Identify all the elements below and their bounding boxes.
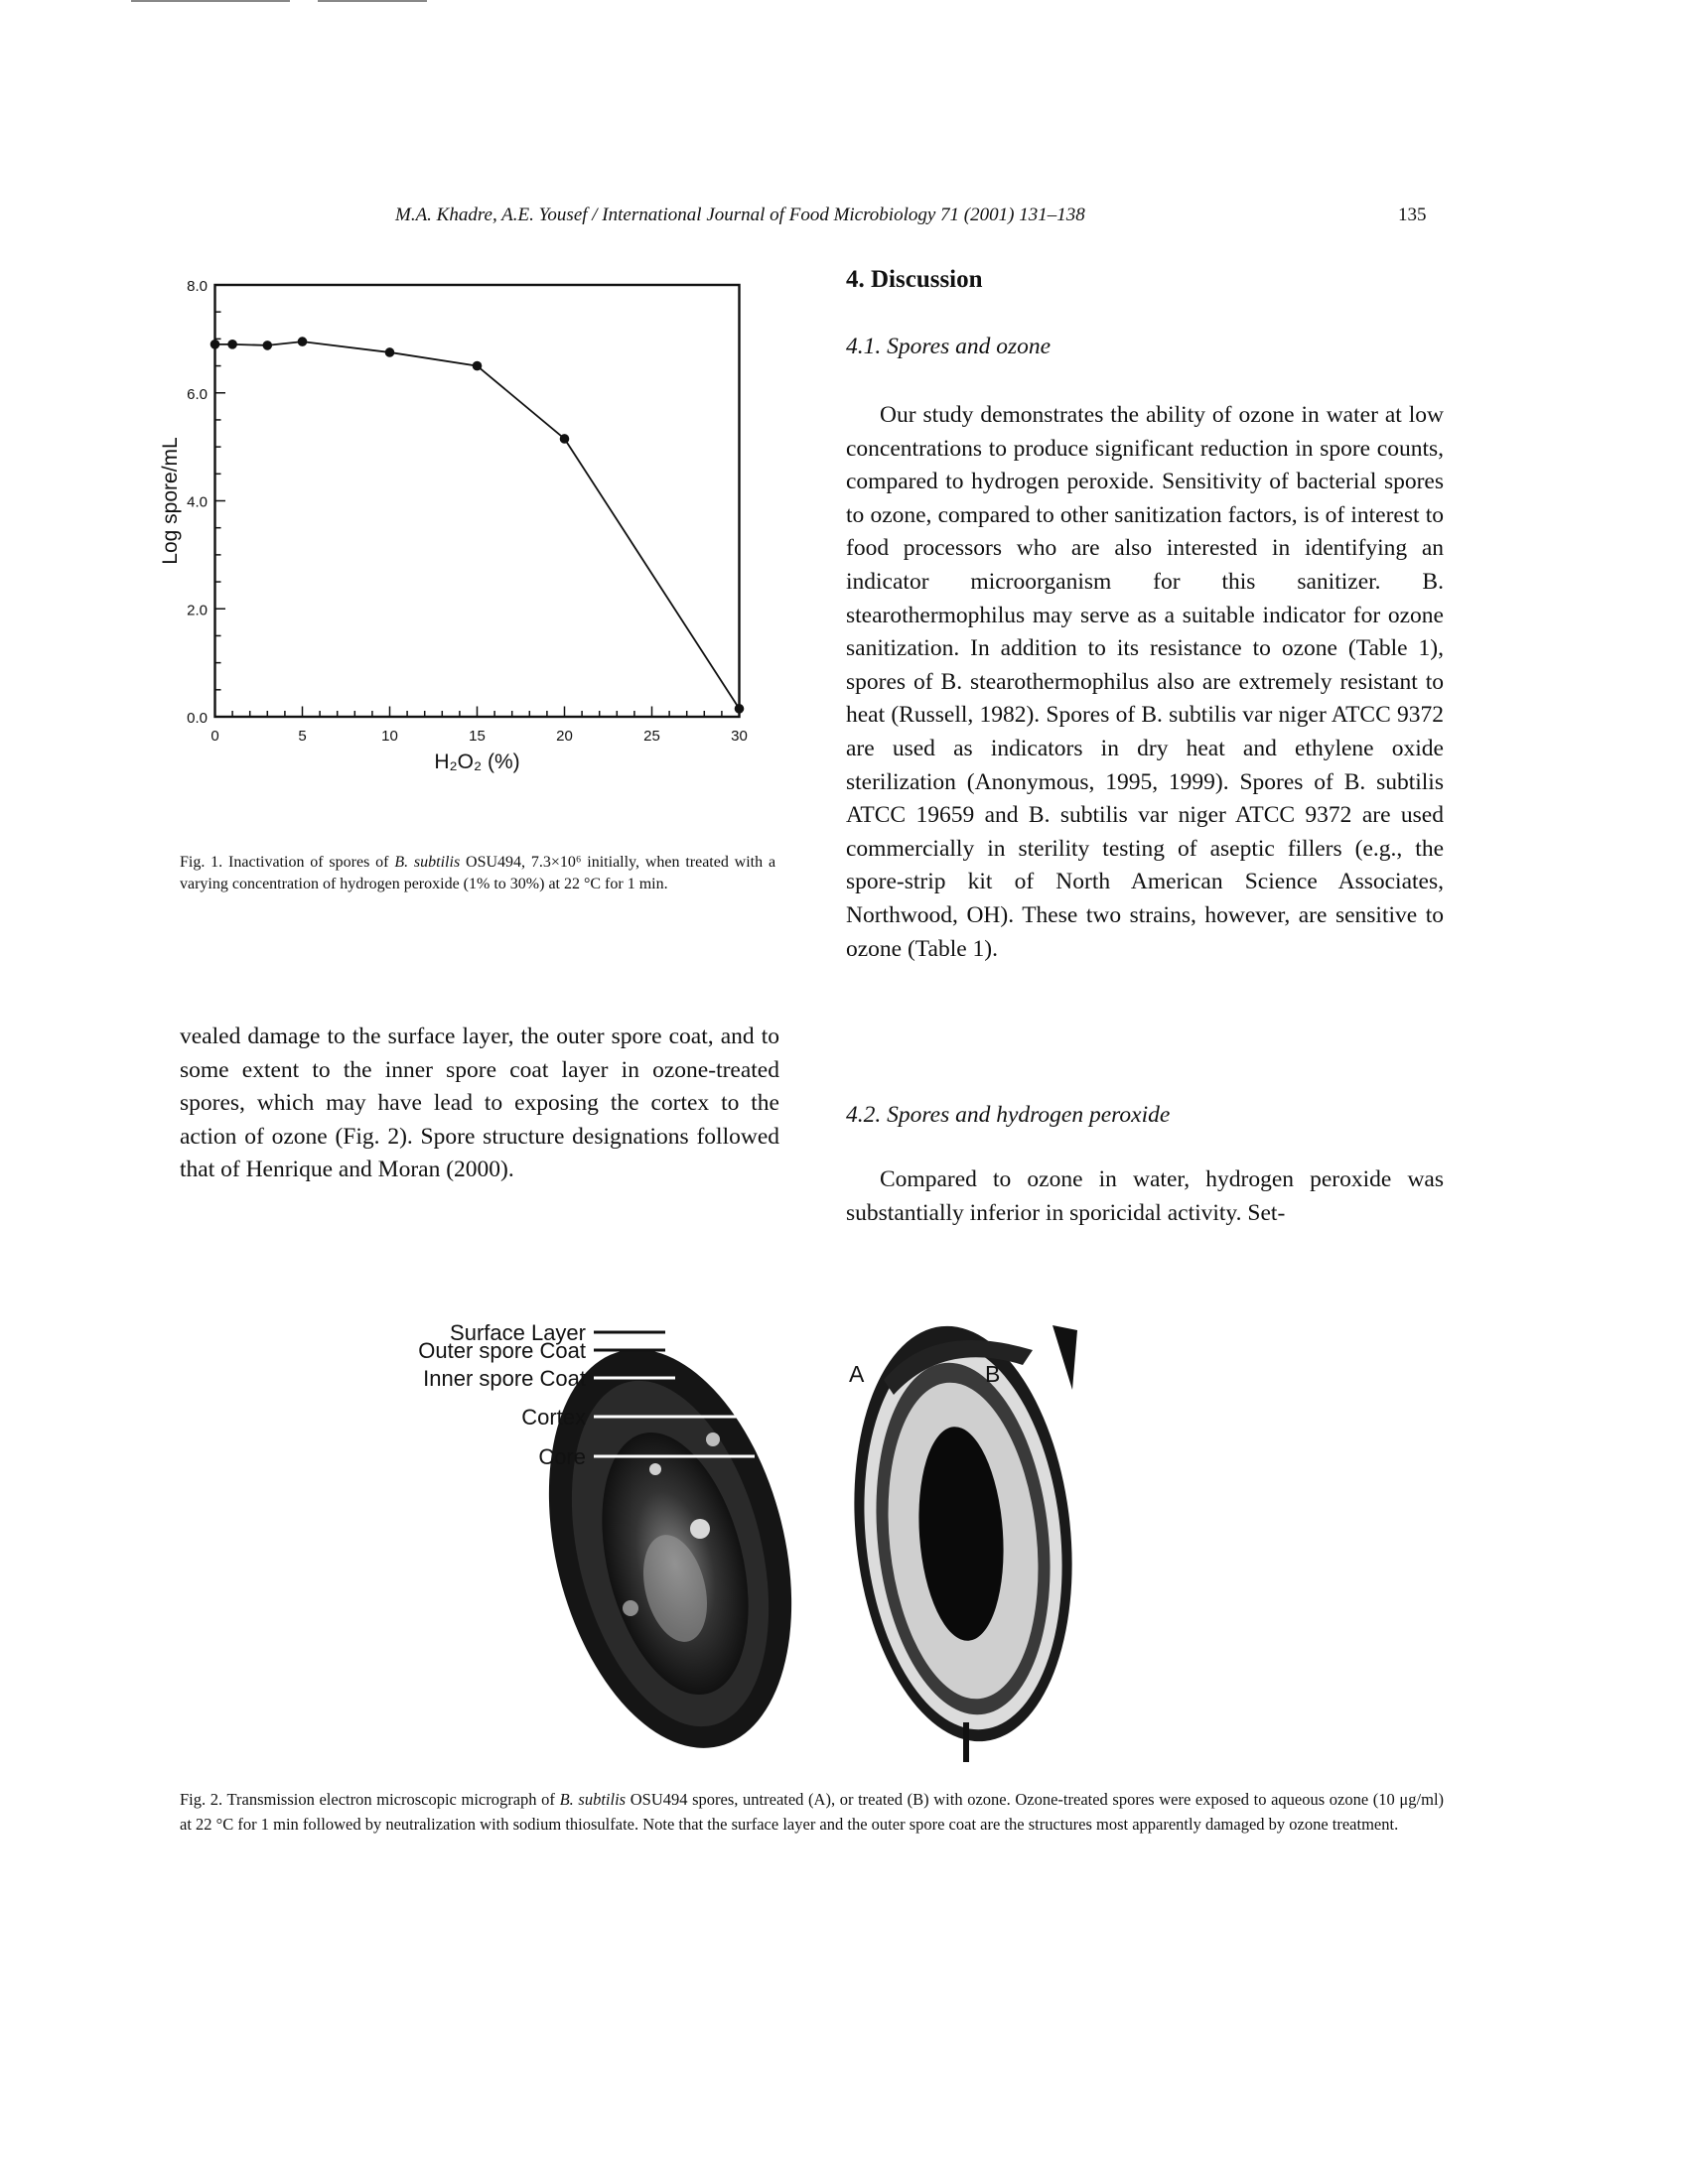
top-rule-left: [131, 0, 290, 2]
data-point: [298, 337, 308, 346]
x-axis-label: H₂O₂ (%): [434, 751, 520, 773]
structure-label: Cortex: [521, 1405, 586, 1430]
figure-2-label: Fig. 2.: [180, 1790, 223, 1809]
figure-2-caption-text-2: OSU494 spores, untreated (A), or treated (B) with ozone. Ozone-treated spores were exposed to aqueous ozone (10 μg/ml) at 22 °C for 1 min followed by neutralization with sodium thiosulfate. Note that the surface layer and the outer spore coat are the structures most apparently damaged by ozone treatment.: [180, 1790, 1445, 1834]
structure-label: Outer spore Coat: [418, 1338, 586, 1363]
x-tick-label: 25: [643, 728, 660, 745]
x-tick-label: 30: [731, 728, 748, 745]
right-paragraph-1: Our study demonstrates the ability of ozone in water at low concentrations to produce significant reduction in spore counts, compared to hydrogen peroxide. Sensitivity of bacterial spores to ozone, compared to other sanitization factors, is of interest to food processors who are also interested in identifying an indicator microorganism for this sanitizer. B. stearothermophilus may serve as a suitable indicator for ozone sanitization. In addition to its resistance to ozone (Table 1), spores of B. stearothermophilus also are extremely resistant to heat (Russell, 1982). Spores of B. subtilis var niger ATCC 9372 are used as indicators in dry heat and ethylene oxide sterilization (Anonymous, 1995, 1999). Spores of B. subtilis ATCC 19659 and B. subtilis var niger ATCC 9372 are used commercially in sterility testing of aseptic fillers (e.g., the spore-strip kit of North American Science Associates, Northwood, OH). These two strains, however, are sensitive to ozone (Table 1).: [846, 402, 1444, 962]
right-column-text-1: [846, 399, 1444, 966]
data-point: [385, 347, 395, 357]
figure-1-caption-species: B. subtilis: [394, 854, 461, 871]
top-rule-right: [318, 0, 427, 2]
panel-a-label: A: [849, 1361, 865, 1387]
section-heading: 4. Discussion: [846, 266, 983, 293]
y-tick-label: 4.0: [187, 493, 208, 511]
x-tick-label: 5: [298, 728, 307, 745]
x-tick-label: 20: [556, 728, 573, 745]
plot-frame: [215, 285, 740, 717]
y-tick-label: 0.0: [187, 710, 208, 727]
structure-label: Core: [538, 1444, 586, 1469]
figure-2-micrograph: [377, 1320, 1271, 1767]
data-point: [210, 340, 220, 349]
y-tick-label: 6.0: [187, 385, 208, 403]
figure-2-caption-species: B. subtilis: [559, 1790, 627, 1809]
data-point: [735, 704, 745, 714]
spore-a-image: [510, 1323, 830, 1773]
panel-b-label: B: [985, 1361, 1001, 1387]
page-number: 135: [1398, 205, 1427, 225]
figure-1-caption: [180, 852, 775, 895]
x-tick-label: 15: [469, 728, 486, 745]
figure-1-caption-text-1: Inactivation of spores of: [228, 854, 389, 871]
y-tick-label: 2.0: [187, 602, 208, 619]
x-tick-label: 0: [210, 728, 219, 745]
journal-citation: M.A. Khadre, A.E. Yousef / International Journal of Food Microbiology 71 (2001) 131–138: [395, 205, 1085, 225]
structure-label: Inner spore Coat: [423, 1366, 586, 1391]
data-point: [473, 361, 483, 371]
data-point: [263, 341, 273, 350]
figure-1-caption-text-2: OSU494, 7.3×10⁶ initially, when treated with a varying concentration of hydrogen peroxide (1% to 30%) at 22 °C for 1 min.: [180, 854, 776, 892]
figure-2-caption-text-1: Transmission electron microscopic micrograph of: [226, 1790, 555, 1809]
left-column-text: [180, 1021, 779, 1187]
y-axis-label: Log spore/mL: [159, 437, 182, 565]
data-point: [227, 340, 237, 349]
spore-b-image: [835, 1315, 1092, 1762]
series-line: [215, 341, 740, 709]
figure-1-chart: [159, 270, 784, 836]
structure-label: Surface Layer: [450, 1320, 586, 1345]
running-header: [0, 205, 1684, 234]
left-paragraph: vealed damage to the surface layer, the outer spore coat, and to some extent to the inner spore coat layer in ozone-treated spores, which may have lead to exposing the cortex to the action of ozone (Fig. 2). Spore structure designations followed that of Henrique and Moran (2000).: [180, 1024, 779, 1183]
right-column-text-2: [846, 1163, 1444, 1230]
data-point: [560, 434, 570, 444]
figure-1-label: Fig. 1.: [180, 854, 223, 871]
y-tick-label: 8.0: [187, 278, 208, 295]
subsection-heading-1: 4.1. Spores and ozone: [846, 334, 1052, 359]
figure-2-caption: [180, 1787, 1444, 1837]
x-tick-label: 10: [381, 728, 398, 745]
right-paragraph-2: Compared to ozone in water, hydrogen peroxide was substantially inferior in sporicidal activity. Set-: [846, 1166, 1444, 1226]
subsection-heading-2: 4.2. Spores and hydrogen peroxide: [846, 1102, 1171, 1128]
